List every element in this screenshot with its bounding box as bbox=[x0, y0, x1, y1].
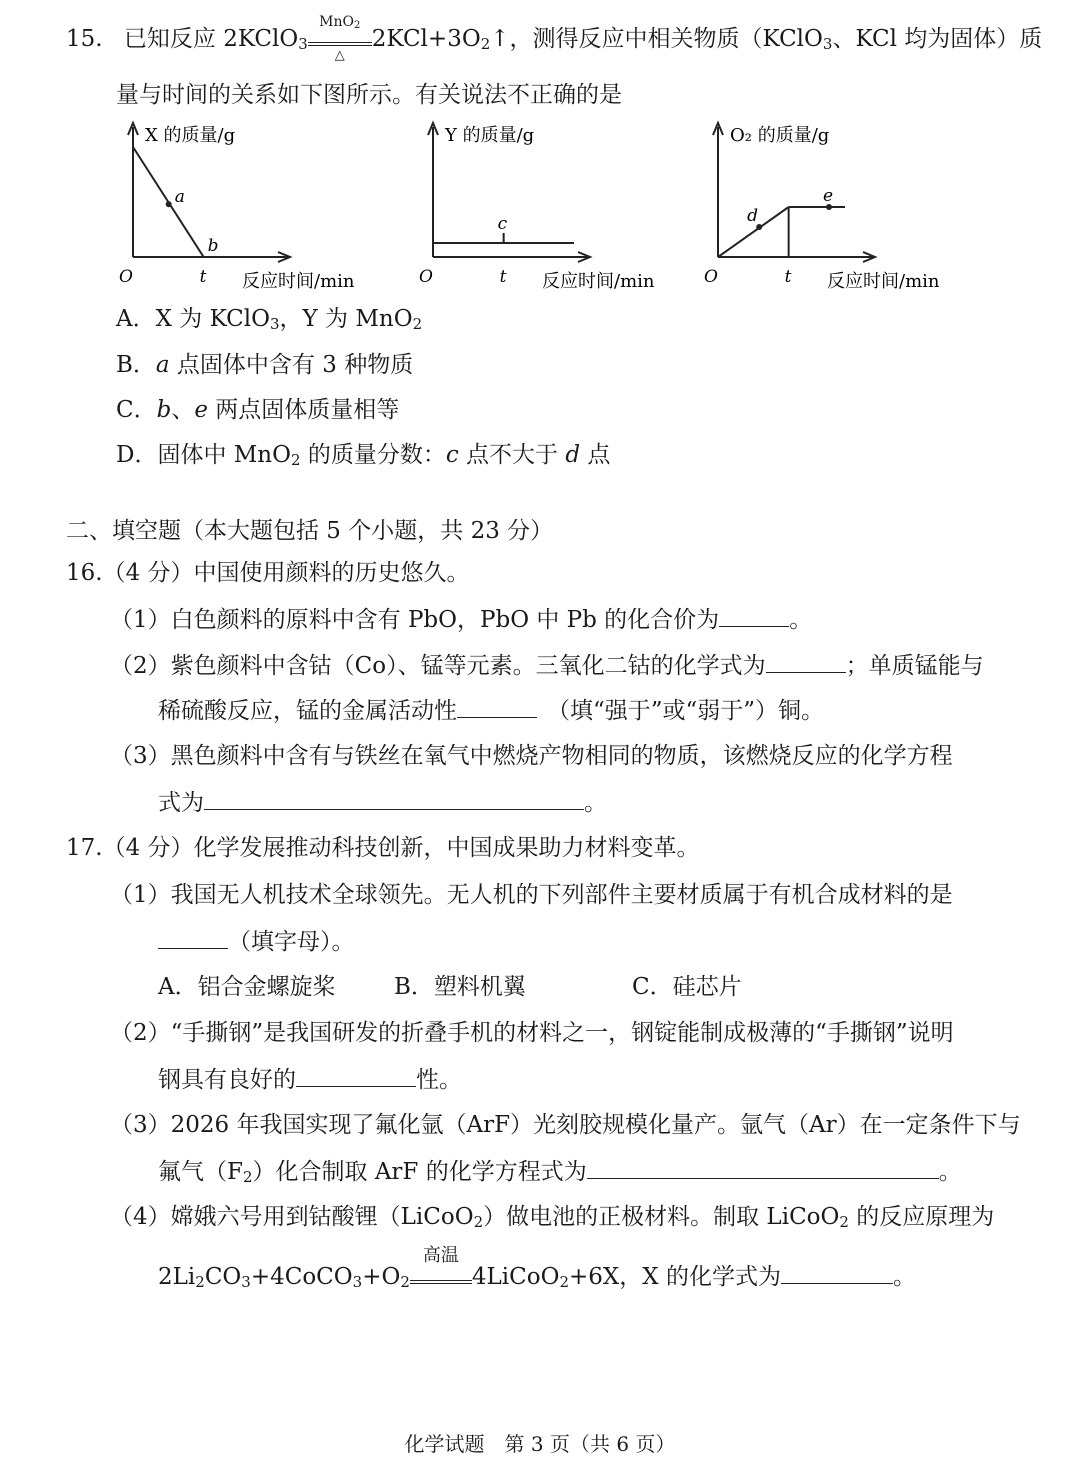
subscript: 2 bbox=[412, 315, 423, 333]
catalyst-label: MnO bbox=[319, 14, 354, 30]
point-a bbox=[166, 201, 172, 207]
x-tick-label: t bbox=[199, 267, 207, 287]
point-label: d bbox=[565, 442, 581, 468]
x-axis-label: 反应时间/min bbox=[542, 271, 655, 292]
question-text: 性。 bbox=[416, 1067, 462, 1093]
q17-part2-line2 bbox=[158, 1064, 462, 1095]
answer-blank[interactable] bbox=[296, 1064, 416, 1087]
subscript: 3 bbox=[241, 1273, 251, 1291]
question-text: 稀硫酸反应，锰的金属活动性 bbox=[158, 698, 457, 724]
q15-stem-part: 已知反应 2KClO bbox=[123, 26, 299, 52]
option-text: B． bbox=[116, 352, 156, 378]
equation-part: CO bbox=[204, 1264, 242, 1290]
x-axis-label: 反应时间/min bbox=[827, 271, 940, 292]
q15-option-c[interactable] bbox=[116, 395, 399, 425]
q17-option-a[interactable]: A．铝合金螺旋桨 bbox=[158, 974, 336, 1000]
question-text: 。 bbox=[789, 607, 813, 633]
page-footer: 化学试题 第 3 页（共 6 页） bbox=[404, 1432, 676, 1456]
q15-graphs bbox=[0, 115, 1080, 295]
q15-stem-part: 2KCl+3O bbox=[371, 26, 481, 52]
question-text: ）做电池的正极材料。制取 LiCoO bbox=[483, 1204, 840, 1230]
question-text: （填字母）。 bbox=[228, 929, 355, 955]
point-label: b bbox=[156, 397, 172, 423]
point-label: a bbox=[155, 352, 170, 378]
subscript: 3 bbox=[822, 35, 833, 53]
x-tick-label: t bbox=[784, 267, 792, 287]
q16-part2-line1 bbox=[110, 650, 984, 681]
option-text: A．X 为 KClO bbox=[116, 306, 270, 332]
equation-part: 2Li bbox=[158, 1264, 196, 1290]
question-text: ）化合制取 ArF 的化学方程式为 bbox=[252, 1159, 587, 1185]
answer-blank[interactable] bbox=[719, 604, 789, 627]
question-text: （1）白色颜料的原料中含有 PbO，PbO 中 Pb 的化合价为 bbox=[110, 607, 720, 633]
q16-stem: 16.（4 分）中国使用颜料的历史悠久。 bbox=[66, 560, 470, 586]
question-text: 。 bbox=[584, 790, 607, 816]
q15-line2: 量与时间的关系如下图所示。有关说法不正确的是 bbox=[116, 82, 622, 108]
q17-stem: 17.（4 分）化学发展推动科技创新，中国成果助力材料变革。 bbox=[66, 835, 700, 861]
option-text: ，Y 为 MnO bbox=[279, 306, 413, 332]
origin-label: O bbox=[119, 267, 133, 287]
origin-label: O bbox=[704, 267, 718, 287]
q15-option-d[interactable] bbox=[116, 440, 610, 470]
q15-line1 bbox=[66, 14, 1043, 63]
question-text: 。 bbox=[938, 1159, 962, 1185]
section-title: 二、填空题（本大题包括 5 个小题，共 23 分） bbox=[66, 518, 554, 544]
answer-blank[interactable] bbox=[457, 695, 537, 718]
y-axis-label: O₂ 的质量/g bbox=[730, 125, 830, 146]
option-text: D．固体中 MnO bbox=[116, 442, 291, 468]
q17-part1-line2 bbox=[158, 926, 355, 957]
option-text: 两点固体质量相等 bbox=[207, 397, 400, 423]
point-label: e bbox=[823, 186, 834, 206]
option-text: 、 bbox=[171, 397, 195, 423]
q17-part3-line2 bbox=[158, 1156, 962, 1187]
option-text: C． bbox=[116, 397, 157, 423]
question-text: （2）紫色颜料中含钴（Co）、锰等元素。三氧化二钴的化学式为 bbox=[110, 653, 766, 679]
heat-symbol: △ bbox=[334, 48, 345, 63]
reaction-condition bbox=[410, 1245, 472, 1284]
subscript: 2 bbox=[290, 451, 301, 469]
q15-option-a[interactable] bbox=[116, 304, 422, 334]
point-label: b bbox=[207, 236, 219, 256]
question-text: 的反应原理为 bbox=[848, 1204, 995, 1230]
subscript: 2 bbox=[354, 20, 361, 31]
q15-stem-part: 、KCl 均为固体）质 bbox=[832, 26, 1043, 52]
subscript: 2 bbox=[839, 1213, 849, 1231]
subscript: 2 bbox=[400, 1273, 410, 1291]
q15-stem-part: ↑，测得反应中相关物质（KClO bbox=[490, 26, 823, 52]
answer-blank[interactable] bbox=[158, 926, 228, 949]
subscript: 3 bbox=[298, 35, 308, 53]
question-text: （4）嫦娥六号用到钴酸锂（LiCoO bbox=[110, 1204, 474, 1230]
q17-option-b[interactable]: B．塑料机翼 bbox=[394, 974, 526, 1000]
q16-part3-line2 bbox=[158, 787, 607, 818]
subscript: 2 bbox=[480, 35, 491, 53]
x-tick-label: t bbox=[499, 267, 507, 287]
origin-label: O bbox=[419, 267, 433, 287]
answer-blank[interactable] bbox=[766, 650, 846, 673]
option-text: 点固体中含有 3 种物质 bbox=[169, 352, 414, 378]
question-text: 氟气（F bbox=[158, 1159, 243, 1185]
q17-option-c[interactable]: C．硅芯片 bbox=[632, 974, 742, 1000]
equation-part: +O bbox=[362, 1264, 401, 1290]
question-text: ；单质锰能与 bbox=[845, 653, 984, 679]
question-text: 钢具有良好的 bbox=[158, 1067, 296, 1093]
option-text: 点不大于 bbox=[458, 442, 566, 468]
q16-part3-line1: （3）黑色颜料中含有与铁丝在氧气中燃烧产物相同的物质，该燃烧反应的化学方程 bbox=[110, 743, 953, 769]
y-axis-label: X 的质量/g bbox=[145, 125, 236, 146]
q17-equation bbox=[158, 1245, 916, 1292]
answer-blank[interactable] bbox=[781, 1261, 893, 1284]
answer-blank[interactable] bbox=[587, 1156, 939, 1179]
subscript: 2 bbox=[242, 1168, 253, 1186]
equation-part: +4CoCO bbox=[250, 1264, 353, 1290]
option-text: 点 bbox=[580, 442, 611, 468]
question-text: （填“强于”或“弱于”）铜。 bbox=[547, 698, 825, 724]
q15-number: 15. bbox=[66, 26, 103, 52]
q17-part3-line1: （3）2026 年我国实现了氟化氩（ArF）光刻胶规模化量产。氩气（Ar）在一定条件下与 bbox=[110, 1112, 1021, 1138]
q15-option-b[interactable] bbox=[116, 350, 413, 380]
x-axis-label: 反应时间/min bbox=[242, 271, 355, 292]
reaction-condition bbox=[308, 14, 372, 63]
point-label: d bbox=[747, 206, 759, 226]
q17-part1-line1: （1）我国无人机技术全球领先。无人机的下列部件主要材质属于有机合成材料的是 bbox=[110, 882, 953, 908]
point-label: c bbox=[445, 442, 459, 468]
equation-part: +6X，X 的化学式为 bbox=[569, 1264, 781, 1290]
q16-part2-line2 bbox=[158, 695, 824, 726]
point-label: c bbox=[497, 214, 508, 234]
point-label: e bbox=[194, 397, 208, 423]
subscript: 3 bbox=[269, 315, 280, 333]
point-label: a bbox=[174, 187, 185, 208]
subscript: 2 bbox=[195, 1273, 205, 1291]
subscript: 2 bbox=[559, 1273, 569, 1291]
equation-part: 4LiCoO bbox=[471, 1264, 560, 1290]
option-text: 的质量分数： bbox=[300, 442, 446, 468]
y-axis-label: Y 的质量/g bbox=[445, 125, 535, 146]
question-text: 式为 bbox=[158, 790, 204, 816]
answer-blank[interactable] bbox=[204, 787, 584, 810]
q17-part4-line1 bbox=[110, 1202, 994, 1232]
subscript: 2 bbox=[473, 1213, 484, 1231]
high-temp-label: 高温 bbox=[422, 1245, 459, 1266]
q16-part1 bbox=[110, 604, 812, 635]
q17-part2-line1: （2）“手撕钢”是我国研发的折叠手机的材料之一，钢锭能制成极薄的“手撕钢”说明 bbox=[110, 1020, 954, 1046]
equation-part: 。 bbox=[892, 1264, 916, 1290]
subscript: 3 bbox=[352, 1273, 363, 1291]
